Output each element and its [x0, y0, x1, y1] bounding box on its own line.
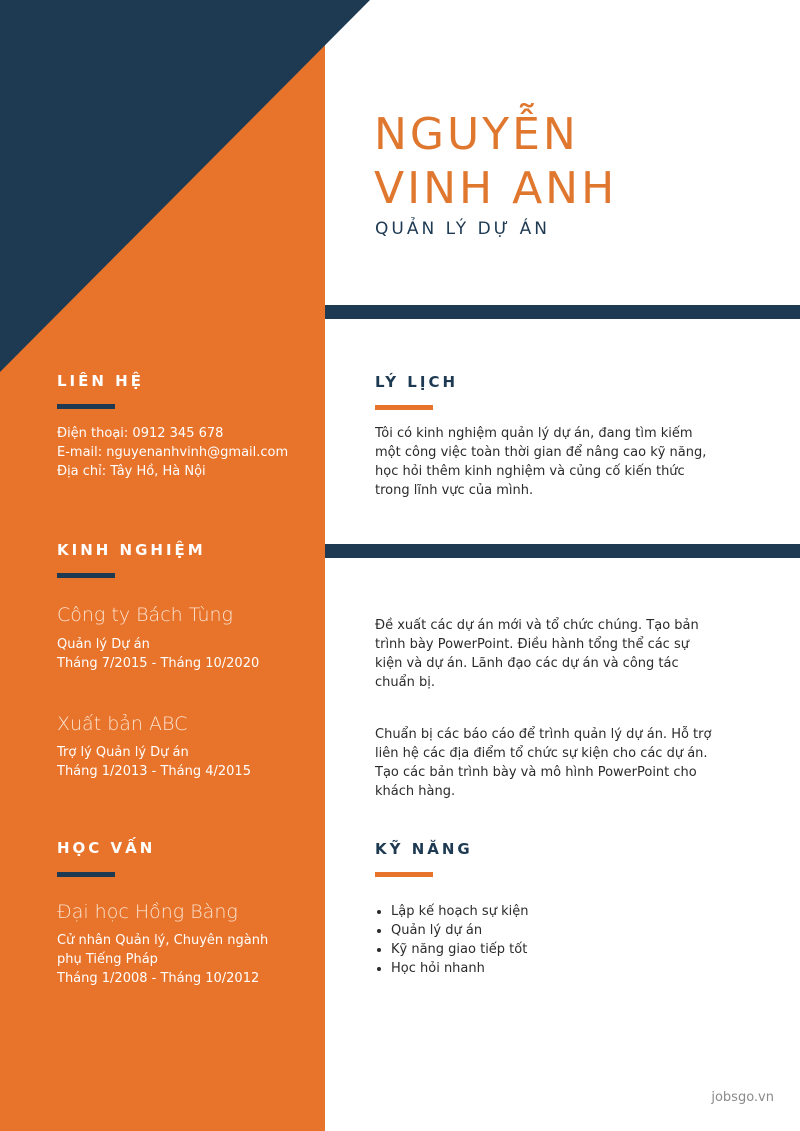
job-1-role: Quản lý Dự án	[57, 637, 150, 652]
education-rule	[57, 872, 115, 877]
skills-rule	[375, 872, 433, 877]
education-school: Đại học Hồng Bàng	[57, 901, 238, 923]
contact-rule	[57, 404, 115, 409]
contact-email: E-mail: nguyenanhvinh@gmail.com	[57, 445, 289, 460]
skill-item: • Lập kế hoạch sự kiện	[391, 902, 528, 921]
profile-rule	[375, 405, 433, 410]
divider-band-middle	[325, 544, 800, 558]
navy-corner-triangle	[0, 0, 370, 372]
footer-site: jobsgo.vn	[711, 1090, 774, 1105]
job-2-period: Tháng 1/2013 - Tháng 4/2015	[57, 764, 251, 779]
education-heading: HỌC VẤN	[57, 839, 156, 857]
skill-item: • Quản lý dự án	[391, 921, 528, 940]
contact-phone: Điện thoại: 0912 345 678	[57, 426, 224, 441]
name-line-2: VINH ANH	[374, 163, 618, 214]
education-degree: Cử nhân Quản lý, Chuyên ngành phụ Tiếng Pháp	[57, 933, 269, 967]
job-title: QUẢN LÝ DỰ ÁN	[375, 219, 550, 239]
education-period: Tháng 1/2008 - Tháng 10/2012	[57, 971, 260, 986]
job-1-meta	[57, 635, 317, 673]
contact-heading: LIÊN HỆ	[57, 372, 144, 390]
skill-item: • Học hỏi nhanh	[391, 959, 528, 978]
profile-text: Tôi có kinh nghiệm quản lý dự án, đang tìm kiếm một công việc toàn thời gian để nâng cao kỹ năng, học hỏi thêm kinh nghiệm và củng cố kiến thức trong lĩnh vực của mình.	[375, 426, 707, 498]
skills-heading: KỸ NĂNG	[375, 840, 473, 858]
job-2-meta	[57, 743, 317, 781]
job-1-company: Công ty Bách Tùng	[57, 604, 233, 626]
profile-heading: LÝ LỊCH	[375, 373, 459, 391]
skills-list	[375, 902, 528, 978]
experience-rule	[57, 573, 115, 578]
job-1-description: Đề xuất các dự án mới và tổ chức chúng. Tạo bản trình bày PowerPoint. Điều hành tổng thể các sự kiện và dự án. Lãnh đạo các dự án và công tác chuẩn bị.	[375, 618, 699, 690]
contact-details	[57, 424, 317, 481]
divider-band-top	[325, 305, 800, 319]
contact-address: Địa chỉ: Tây Hồ, Hà Nội	[57, 464, 206, 479]
name-line-1: NGUYỄN	[374, 109, 579, 160]
job-2-company: Xuất bản ABC	[57, 713, 188, 735]
job-2-description: Chuẩn bị các báo cáo để trình quản lý dự án. Hỗ trợ liên hệ các địa điểm tổ chức sự kiện cho các dự án. Tạo các bản trình bày và mô hình PowerPoint cho khách hàng.	[375, 727, 712, 799]
candidate-name	[374, 108, 617, 216]
experience-heading: KINH NGHIỆM	[57, 541, 206, 559]
job-1-period: Tháng 7/2015 - Tháng 10/2020	[57, 656, 260, 671]
job-2-role: Trợ lý Quản lý Dự án	[57, 745, 189, 760]
education-meta	[57, 931, 297, 988]
skill-item: • Kỹ năng giao tiếp tốt	[391, 940, 528, 959]
